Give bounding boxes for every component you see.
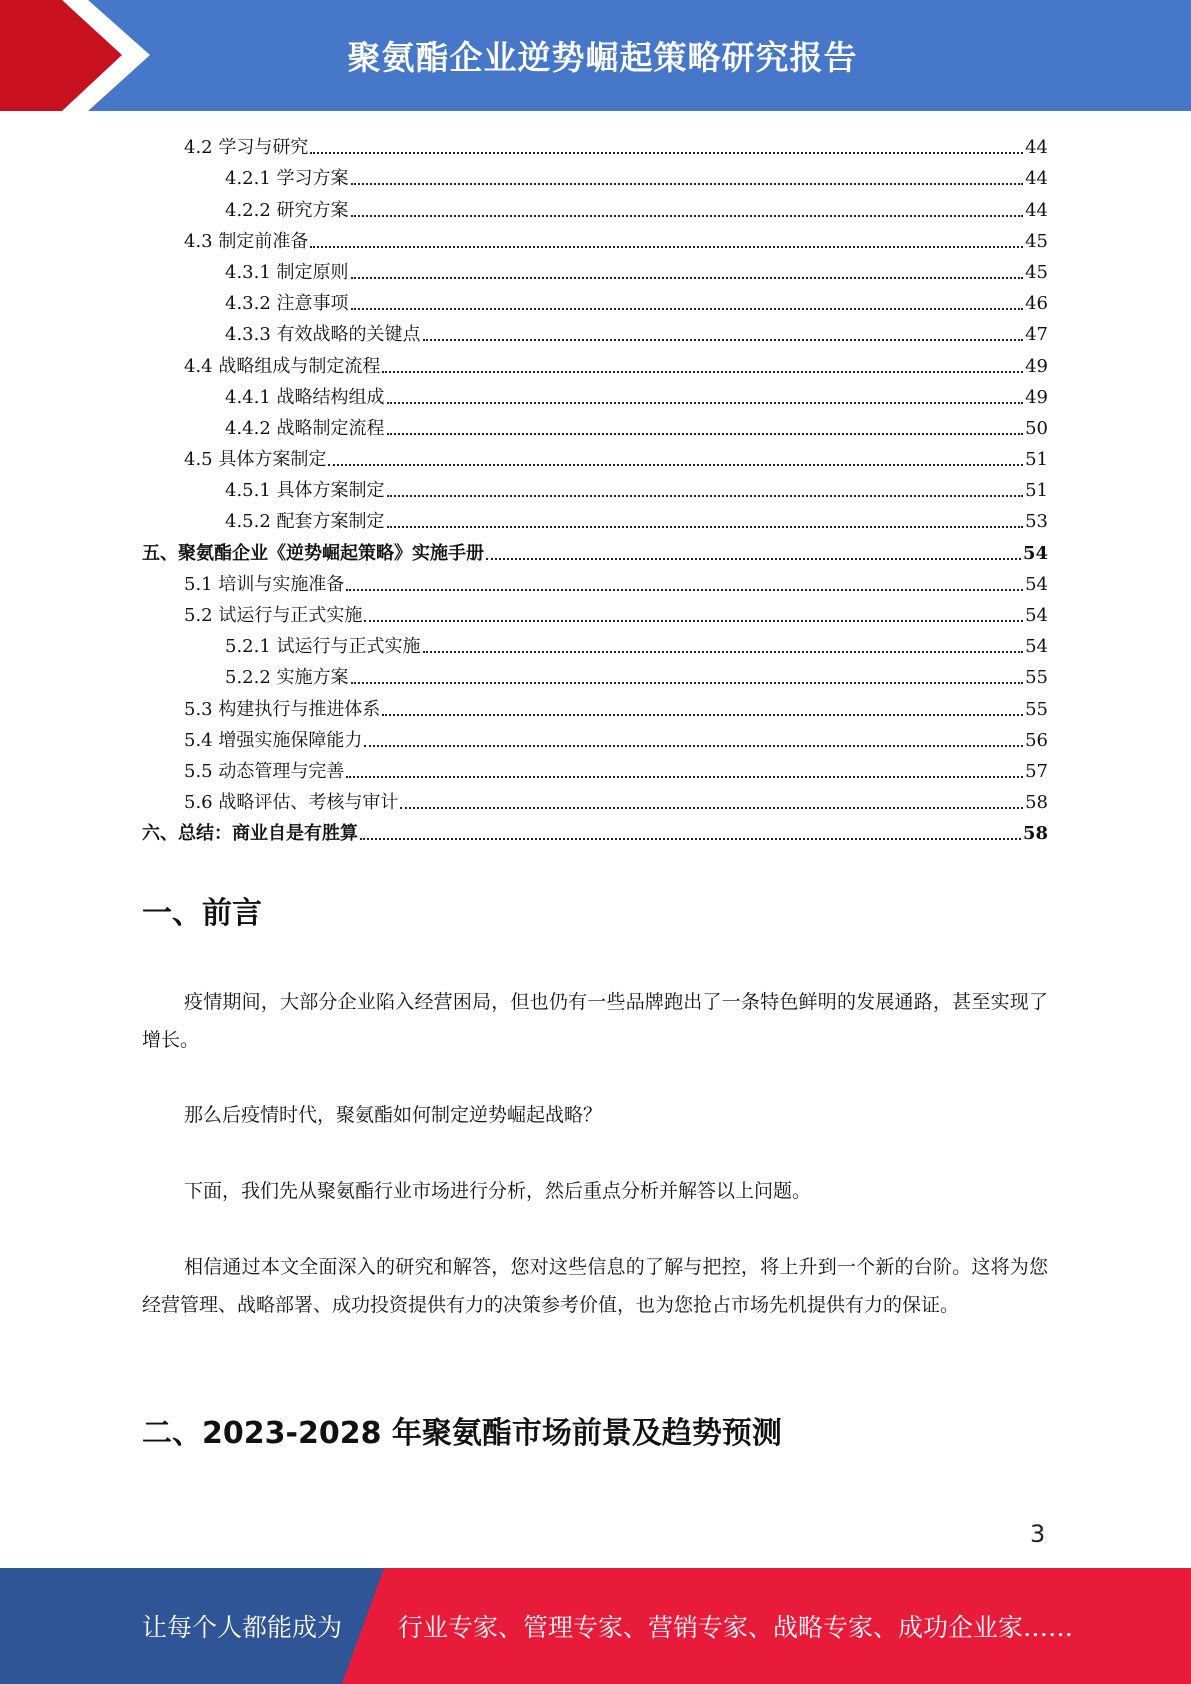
toc-entry[interactable] <box>142 128 1048 159</box>
toc-entry[interactable] <box>142 689 1048 720</box>
toc-entry-label: 4.4.2 战略制定流程 <box>225 417 385 439</box>
toc-dot-leader <box>382 714 1023 716</box>
toc-dot-leader <box>351 215 1024 217</box>
toc-entry[interactable] <box>142 159 1048 190</box>
toc-dot-leader <box>423 339 1024 341</box>
toc-entry[interactable] <box>142 284 1048 315</box>
page-header <box>0 0 1191 111</box>
page-footer <box>0 1568 1191 1684</box>
toc-dot-leader <box>364 745 1023 747</box>
toc-dot-leader <box>387 526 1024 528</box>
toc-entry-page: 55 <box>1025 698 1048 720</box>
toc-entry-label: 4.3 制定前准备 <box>184 230 309 252</box>
toc-entry-page: 58 <box>1022 823 1048 845</box>
toc-entry[interactable] <box>142 315 1048 346</box>
toc-entry-label: 4.4 战略组成与制定流程 <box>184 355 381 377</box>
toc-entry-label: 4.2 学习与研究 <box>184 137 309 159</box>
paragraph: 那么后疫情时代，聚氨酯如何制定逆势崛起战略？ <box>184 1104 603 1126</box>
toc-entry[interactable] <box>142 409 1048 440</box>
toc-entry[interactable] <box>142 190 1048 221</box>
toc-dot-leader <box>400 807 1023 809</box>
toc-entry-label: 5.3 构建执行与推进体系 <box>184 698 381 720</box>
toc-entry-label: 4.5.2 配套方案制定 <box>225 511 385 533</box>
toc-entry-page: 44 <box>1025 137 1048 159</box>
toc-entry-label: 4.5.1 具体方案制定 <box>225 480 385 502</box>
toc-entry-page: 50 <box>1025 417 1048 439</box>
toc-dot-leader <box>382 371 1023 373</box>
toc-entry-page: 51 <box>1025 449 1048 471</box>
toc-entry-label: 4.2.1 学习方案 <box>225 168 349 190</box>
toc-entry[interactable] <box>142 471 1048 502</box>
toc-entry[interactable] <box>142 752 1048 783</box>
report-title: 聚氨酯企业逆势崛起策略研究报告 <box>347 38 858 77</box>
toc-entry[interactable] <box>142 814 1048 845</box>
toc-entry-label: 5.5 动态管理与完善 <box>184 760 345 782</box>
toc-dot-leader <box>310 246 1023 248</box>
toc-entry-page: 54 <box>1025 573 1048 595</box>
toc-entry-label: 5.6 战略评估、考核与审计 <box>184 792 399 814</box>
toc-entry[interactable] <box>142 658 1048 689</box>
toc-entry-label: 六、总结：商业自是有胜算 <box>142 823 358 845</box>
toc-entry-page: 57 <box>1025 760 1048 782</box>
toc-entry-label: 4.3.3 有效战略的关键点 <box>225 324 421 346</box>
toc-entry-page: 45 <box>1025 261 1048 283</box>
toc-entry[interactable] <box>142 502 1048 533</box>
toc-entry-label: 5.2.2 实施方案 <box>225 667 349 689</box>
toc-dot-leader <box>387 495 1024 497</box>
toc-entry[interactable] <box>142 253 1048 284</box>
toc-entry-label: 4.4.1 战略结构组成 <box>225 386 385 408</box>
toc-entry-page: 55 <box>1025 667 1048 689</box>
toc-dot-leader <box>351 308 1024 310</box>
toc-dot-leader <box>360 838 1021 840</box>
toc-entry-page: 56 <box>1025 729 1048 751</box>
toc-entry[interactable] <box>142 721 1048 752</box>
toc-entry[interactable] <box>142 627 1048 658</box>
toc-entry-page: 51 <box>1025 480 1048 502</box>
toc-entry[interactable] <box>142 783 1048 814</box>
toc-entry-page: 44 <box>1025 199 1048 221</box>
toc-dot-leader <box>486 558 1021 560</box>
toc-entry-label: 5.1 培训与实施准备 <box>184 573 345 595</box>
toc-entry[interactable] <box>142 222 1048 253</box>
toc-entry[interactable] <box>142 533 1048 564</box>
toc-entry-page: 44 <box>1025 168 1048 190</box>
toc-entry-label: 4.3.2 注意事项 <box>225 293 349 315</box>
toc-entry-page: 47 <box>1025 324 1048 346</box>
toc-entry-page: 46 <box>1025 293 1048 315</box>
toc-entry[interactable] <box>142 565 1048 596</box>
toc-entry-label: 五、聚氨酯企业《逆势崛起策略》实施手册 <box>142 542 484 564</box>
toc-entry-label: 4.5 具体方案制定 <box>184 449 327 471</box>
page-number: 3 <box>1030 1520 1046 1548</box>
paragraph: 相信通过本文全面深入的研究和解答，您对这些信息的了解与把控，将上升到一个新的台阶。这将为您经营管理、战略部署、成功投资提供有力的决策参考价值，也为您抢占市场先机提供有力的保证。 <box>142 1256 1048 1316</box>
toc-entry-label: 4.3.1 制定原则 <box>225 261 349 283</box>
toc-entry-page: 54 <box>1025 636 1048 658</box>
toc-entry[interactable] <box>142 440 1048 471</box>
toc-dot-leader <box>328 464 1023 466</box>
paragraph: 疫情期间，大部分企业陷入经营困局，但也仍有一些品牌跑出了一条特色鲜明的发展通路，甚至实现了增长。 <box>142 991 1048 1051</box>
toc-entry-page: 49 <box>1025 386 1048 408</box>
toc-entry-label: 5.2 试运行与正式实施 <box>184 605 363 626</box>
toc-entry-page: 53 <box>1025 511 1048 533</box>
toc-dot-leader <box>346 589 1023 591</box>
toc-dot-leader <box>310 152 1023 154</box>
section-heading-preface: 一、前言 <box>142 896 262 931</box>
footer-slogan-right: 行业专家、管理专家、营销专家、战略专家、成功企业家…… <box>398 1613 1074 1642</box>
toc-entry-label: 4.2.2 研究方案 <box>225 199 349 221</box>
section-heading-market-forecast: 二、2023-2028 年聚氨酯市场前景及趋势预测 <box>142 1416 782 1451</box>
toc-dot-leader <box>387 433 1024 435</box>
toc-entry-label: 5.2.1 试运行与正式实施 <box>225 636 421 658</box>
toc-entry[interactable] <box>142 346 1048 377</box>
toc-entry-label: 5.4 增强实施保障能力 <box>184 729 363 751</box>
paragraph: 下面，我们先从聚氨酯行业市场进行分析，然后重点分析并解答以上问题。 <box>184 1180 812 1202</box>
table-of-contents <box>142 128 1048 845</box>
toc-dot-leader <box>364 620 1023 622</box>
toc-dot-leader <box>351 682 1024 684</box>
toc-dot-leader <box>387 402 1024 404</box>
toc-dot-leader <box>351 277 1024 279</box>
toc-entry-page: 45 <box>1025 230 1048 252</box>
toc-dot-leader <box>346 776 1023 778</box>
footer-slogan-left: 让每个人都能成为 <box>142 1613 343 1642</box>
toc-entry-page: 49 <box>1025 355 1048 377</box>
toc-entry-page: 58 <box>1025 792 1048 814</box>
toc-dot-leader <box>351 183 1024 185</box>
toc-entry[interactable] <box>142 596 1048 627</box>
toc-entry[interactable] <box>142 378 1048 409</box>
toc-dot-leader <box>423 651 1024 653</box>
toc-entry-page: 54 <box>1022 542 1048 564</box>
toc-entry-page: 54 <box>1025 605 1048 626</box>
